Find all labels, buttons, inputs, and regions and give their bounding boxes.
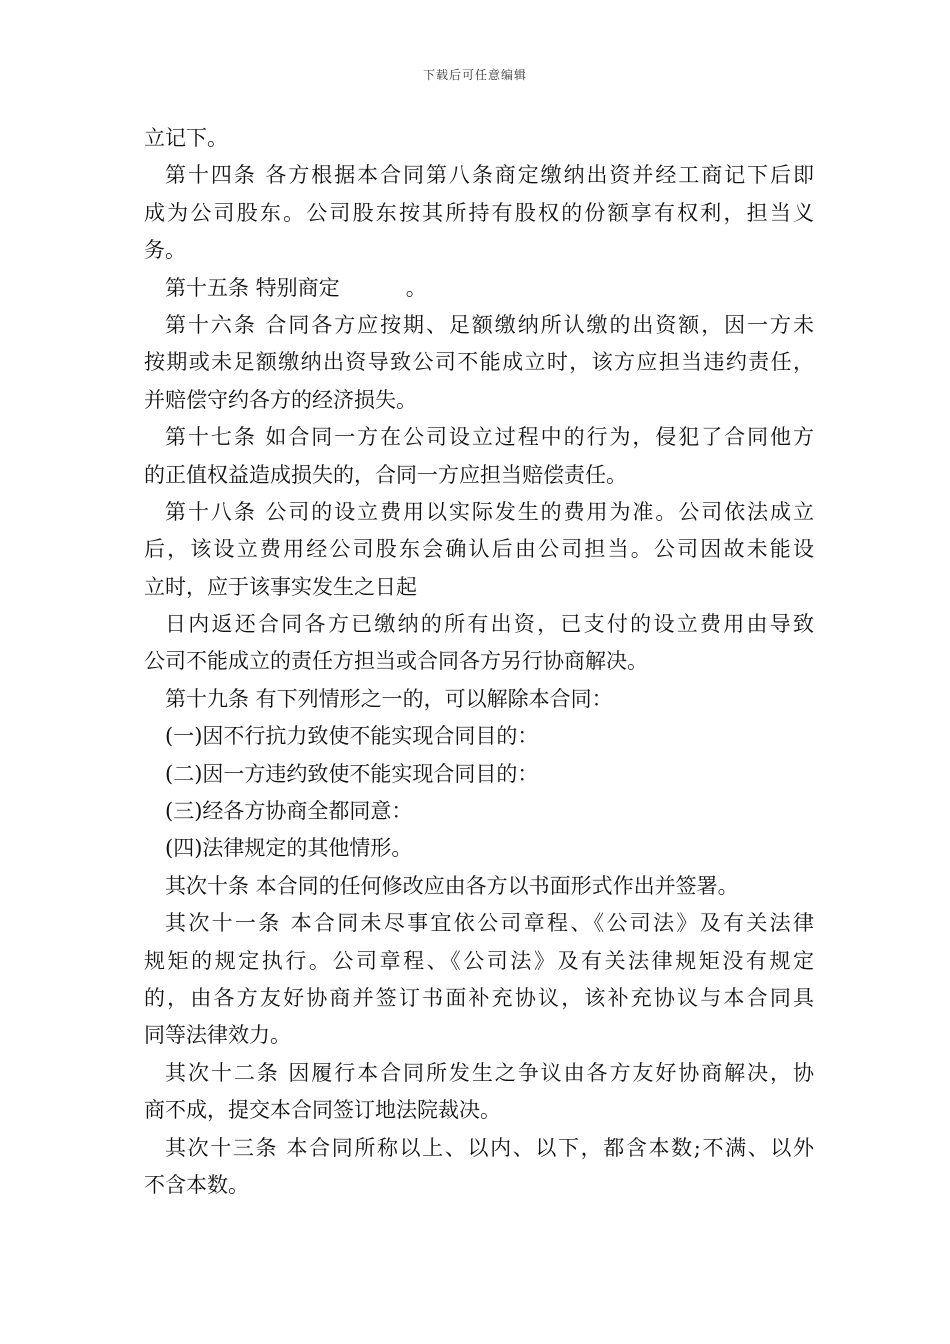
article-19-item-4: (四)法律规定的其他情形。 (165, 836, 413, 861)
article-18-line-2: 后，该设立费用经公司股东会确认后由公司担当。公司因故未能设 (144, 537, 814, 562)
article-14-line-2: 成为公司股东。公司股东按其所持有股权的份额享有权利，担当义 (144, 200, 814, 225)
article-21-line-2: 规矩的规定执行。公司章程、《公司法》及有关法律规矩没有规定 (144, 948, 814, 973)
article-18-line-1: 第十八条 公司的设立费用以实际发生的费用为准。公司依法成立 (165, 499, 814, 524)
article-16-line-3: 并赔偿守约各方的经济损失。 (144, 387, 417, 412)
article-17-line-2: 的正值权益造成损失的，合同一方应担当赔偿责任。 (144, 462, 627, 487)
article-15-period: 。 (405, 275, 427, 300)
text-line: 立记下。 (144, 126, 228, 150)
article-16-line-2: 按期或未足额缴纳出资导致公司不能成立时，该方应担当违约责任， (144, 350, 814, 375)
document-body (144, 120, 814, 1204)
article-16-line-1: 第十六条 合同各方应按期、足额缴纳所认缴的出资额，因一方未 (165, 312, 814, 337)
article-20-line-1: 其次十条 本合同的任何修改应由各方以书面形式作出并签署。 (165, 873, 739, 898)
article-19-item-1: (一)因不行抗力致使不能实现合同目的： (165, 724, 539, 749)
article-19-item-2: (二)因一方违约致使不能实现合同目的： (165, 761, 539, 786)
page-header: 下载后可任意编辑 (422, 68, 527, 82)
article-14-line-1: 第十四条 各方根据本合同第八条商定缴纳出资并经工商记下后即 (165, 163, 814, 188)
article-21-line-4: 同等法律效力。 (144, 1023, 291, 1048)
article-18-line-3: 立时，应于该事实发生之日起 (144, 574, 417, 599)
article-22-line-2: 商不成，提交本合同签订地法院裁决。 (144, 1098, 501, 1123)
article-17-line-1: 第十七条 如合同一方在公司设立过程中的行为，侵犯了合同他方 (165, 425, 814, 450)
article-19-line-1: 第十九条 有下列情形之一的，可以解除本合同： (165, 686, 613, 711)
article-15-line (144, 270, 814, 307)
article-19-item-3: (三)经各方协商全都同意： (165, 799, 413, 824)
article-23-line-1: 其次十三条 本合同所称以上、以内、以下，都含本数;不满、以外 (165, 1135, 814, 1160)
article-23-line-2: 不含本数。 (144, 1172, 249, 1197)
article-14-line-3: 务。 (144, 238, 186, 263)
article-18-line-5: 公司不能成立的责任方担当或合同各方另行协商解决。 (144, 649, 648, 674)
article-15-text: 第十五条 特别商定 (165, 275, 340, 300)
article-22-line-1: 其次十二条 因履行本合同所发生之争议由各方友好协商解决，协 (165, 1060, 814, 1085)
article-18-line-4: 日内返还合同各方已缴纳的所有出资，已支付的设立费用由导致 (165, 612, 814, 637)
article-21-line-1: 其次十一条 本合同未尽事宜依公司章程、《公司法》及有关法律 (165, 911, 814, 936)
article-21-line-3: 的，由各方友好协商并签订书面补充协议，该补充协议与本合同具 (144, 985, 814, 1010)
